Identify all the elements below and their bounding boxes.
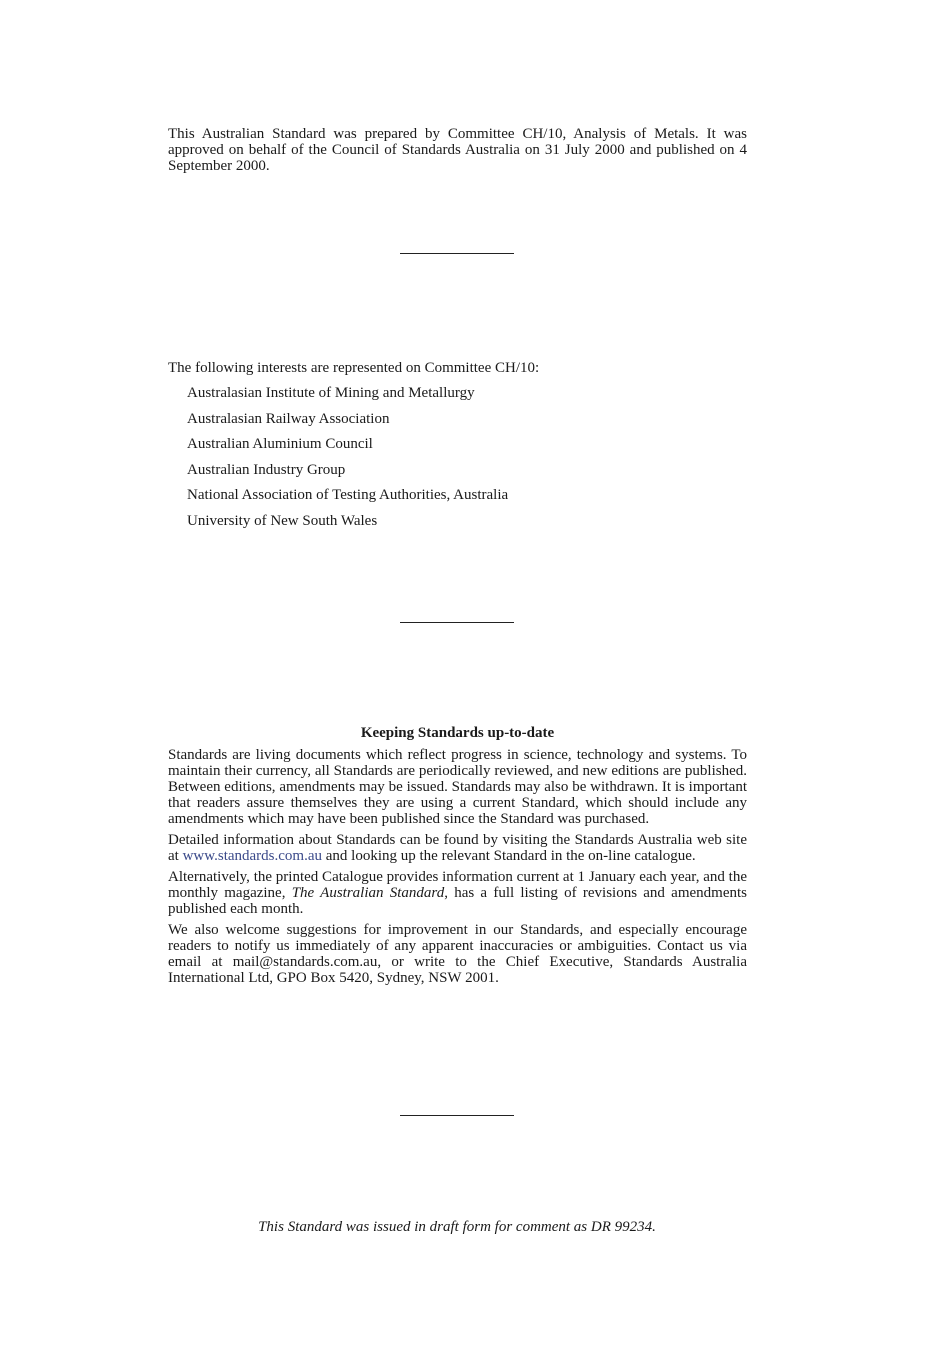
section-heading: Keeping Standards up-to-date	[360, 725, 555, 741]
list-item: Australian Industry Group	[187, 461, 346, 478]
paragraph-contact: We also welcome suggestions for improvement in our Standards, and especially encourage readers to notify us immediately of any apparent inaccuracies or ambiguities. Contact us via email at mail@standards.com.au, or write to the Chief Executive, Standards Australia International Ltd, GPO Box 5420, Sydney, NSW 2001.	[168, 922, 747, 986]
committee-interests	[168, 359, 747, 538]
list-item: Australasian Railway Association	[187, 410, 390, 427]
paragraph-web-site	[168, 832, 747, 864]
divider-rule-2	[400, 622, 514, 623]
paragraph-text: Alternatively, the printed Catalogue provides information current at 1 January each year, and the monthly magazine,	[168, 869, 747, 901]
keeping-standards-section	[168, 724, 747, 991]
paragraph-text: Detailed information about Standards can be found by visiting the Standards Australia web site at	[168, 832, 747, 864]
paragraph-text: , has a full listing of revisions and amendments published each month.	[168, 885, 747, 917]
magazine-title: The Australian Standard	[291, 885, 445, 901]
list-item: Australasian Institute of Mining and Metallurgy	[187, 385, 475, 401]
divider-rule-1	[400, 253, 514, 254]
interests-list	[168, 384, 747, 530]
list-item: Australian Aluminium Council	[187, 436, 373, 453]
paragraph-catalogue	[168, 869, 747, 917]
preparation-statement: This Australian Standard was prepared by Committee CH/10, Analysis of Metals. It was approved on behalf of the Council of Standards Australia on 31 July 2000 and published on 4 September 2000.	[168, 126, 747, 174]
list-item: National Association of Testing Authorities, Australia	[187, 487, 509, 504]
divider-rule-3	[400, 1115, 514, 1116]
paragraph-living-documents: Standards are living documents which reflect progress in science, technology and systems. To maintain their currency, all Standards are periodically reviewed, and new editions are published. Between editions, amendments may be issued. Standards may also be withdrawn. It is important that readers assure themselves they are using a current Standard, which should include any amendments which may have been published since the Standard was purchased.	[168, 747, 747, 827]
draft-note: This Standard was issued in draft form for comment as DR 99234.	[258, 1219, 656, 1235]
standards-website-link[interactable]: www.standards.com.au	[182, 848, 322, 864]
interests-intro: The following interests are represented on Committee CH/10:	[168, 360, 540, 376]
paragraph-text: and looking up the relevant Standard in the on-line catalogue.	[322, 848, 696, 864]
list-item: University of New South Wales	[187, 512, 378, 529]
